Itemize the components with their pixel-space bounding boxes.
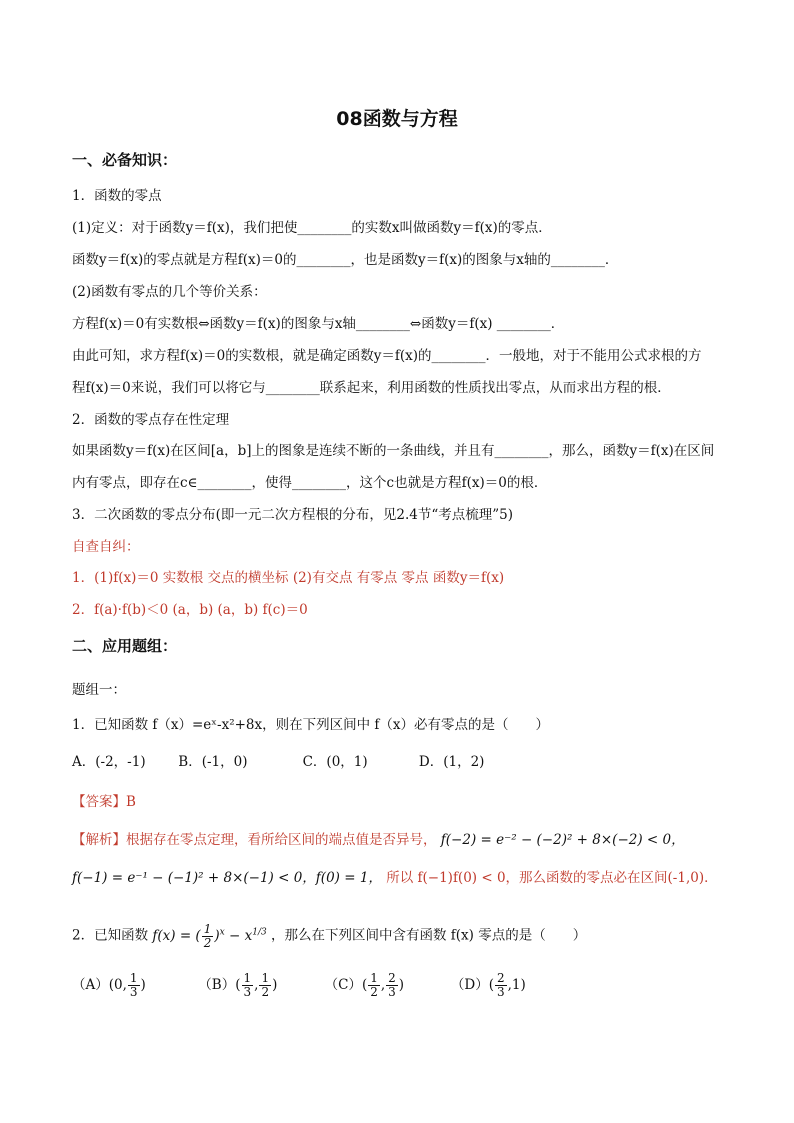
knowledge-item-2: 2．函数的零点存在性定理 xyxy=(72,412,230,428)
analysis-text-2: 所以 f(−1)f(0) < 0，那么函数的零点必在区间(-1,0)． xyxy=(386,870,718,886)
page-title: 08函数与方程 xyxy=(336,108,458,130)
knowledge-item-3: 3．二次函数的零点分布(即一元二次方程根的分布，见2.4节“考点梳理”5) xyxy=(72,507,513,523)
knowledge-line-1-5: 由此可知，求方程f(x)＝0的实数根，就是确定函数y＝f(x)的________．一般地，对于不能用公式求根的方 xyxy=(72,348,702,364)
analysis-tag: 【解析】 xyxy=(72,832,126,848)
question-2-prefix: 2．已知函数 xyxy=(72,927,149,944)
q2-option-d: （D）( $\frac{2}{3}$ ,1) xyxy=(450,971,526,999)
knowledge-line-2-1: 如果函数y＝f(x)在区间[a，b]上的图象是连续不断的一条曲线，并且有________，那么，函数y＝f(x)在区间 xyxy=(72,443,715,459)
knowledge-line-2-2: 内有零点，即存在c∈________，使得________，这个c也就是方程f(x)＝0的根． xyxy=(72,475,548,491)
section-heading-exercises: 二、应用题组： xyxy=(72,637,178,655)
q2-option-a: （A）(0, $\frac{1}{3}$ ) xyxy=(72,971,146,999)
question-2-suffix: ，那么在下列区间中含有函数 f(x) 零点的是（ ） xyxy=(271,927,587,944)
option-d: D．(1，2) xyxy=(418,754,485,770)
question-1-analysis-line-2 xyxy=(72,868,718,888)
question-1-answer xyxy=(72,792,136,812)
q2-option-b: （B）( $\frac{1}{3}$ , $\frac{1}{2}$ ) xyxy=(198,971,278,999)
question-1-analysis-line-1 xyxy=(72,830,685,850)
question-2-options xyxy=(72,972,526,999)
q2-option-c: （C）( $\frac{1}{2}$ , $\frac{2}{3}$ ) xyxy=(324,971,405,999)
answer-value: B xyxy=(126,794,136,810)
question-2-function: f(x) = ( $\frac{1}{2}$ )$^x - x^{1/3}$ xyxy=(152,921,267,950)
self-check-line-1: 1．(1)f(x)＝0 实数根 交点的横坐标 (2)有交点 有零点 零点 函数y＝f(x) xyxy=(72,570,505,586)
knowledge-line-1-6: 程f(x)＝0来说，我们可以将它与________联系起来，利用函数的性质找出零点，从而求出方程的根． xyxy=(72,380,671,396)
knowledge-item-1: 1．函数的零点 xyxy=(72,188,162,204)
knowledge-line-1-4: 方程f(x)＝0有实数根⇔函数y＝f(x)的图象与x轴________⇔函数y＝f(x) ________． xyxy=(72,316,565,332)
exercise-group-1: 题组一： xyxy=(72,682,126,698)
option-b: B．(-1，0) xyxy=(178,754,248,770)
self-check-line-2: 2．f(a)·f(b)＜0 (a，b) (a，b) f(c)＝0 xyxy=(72,602,308,618)
knowledge-line-1-1: (1)定义：对于函数y＝f(x)，我们把使________的实数x叫做函数y＝f(x)的零点． xyxy=(72,220,552,236)
question-1-options xyxy=(72,752,484,772)
analysis-text-1: 根据存在零点定理，看所给区间的端点值是否异号， xyxy=(126,832,437,848)
question-1: 1．已知函数 f（x）=eˣ-x²+8x，则在下列区间中 f（x）必有零点的是（ ） xyxy=(72,717,550,733)
knowledge-line-1-3: (2)函数有零点的几个等价关系： xyxy=(72,284,267,300)
question-2 xyxy=(72,922,586,950)
knowledge-line-1-2: 函数y＝f(x)的零点就是方程f(x)＝0的________，也是函数y＝f(x)的图象与x轴的________． xyxy=(72,252,619,268)
section-heading-knowledge: 一、必备知识： xyxy=(72,151,178,169)
self-check-title: 自查自纠： xyxy=(72,539,140,555)
analysis-math-2: f(−1) = e⁻¹ − (−1)² + 8×(−1) < 0，f(0) = 1， xyxy=(72,870,382,886)
analysis-math-1: f(−2) = e⁻² − (−2)² + 8×(−2) < 0， xyxy=(440,832,685,848)
answer-tag: 【答案】 xyxy=(72,794,126,810)
option-c: C．(0，1) xyxy=(302,754,368,770)
option-a: A．(-2，-1) xyxy=(72,754,146,770)
